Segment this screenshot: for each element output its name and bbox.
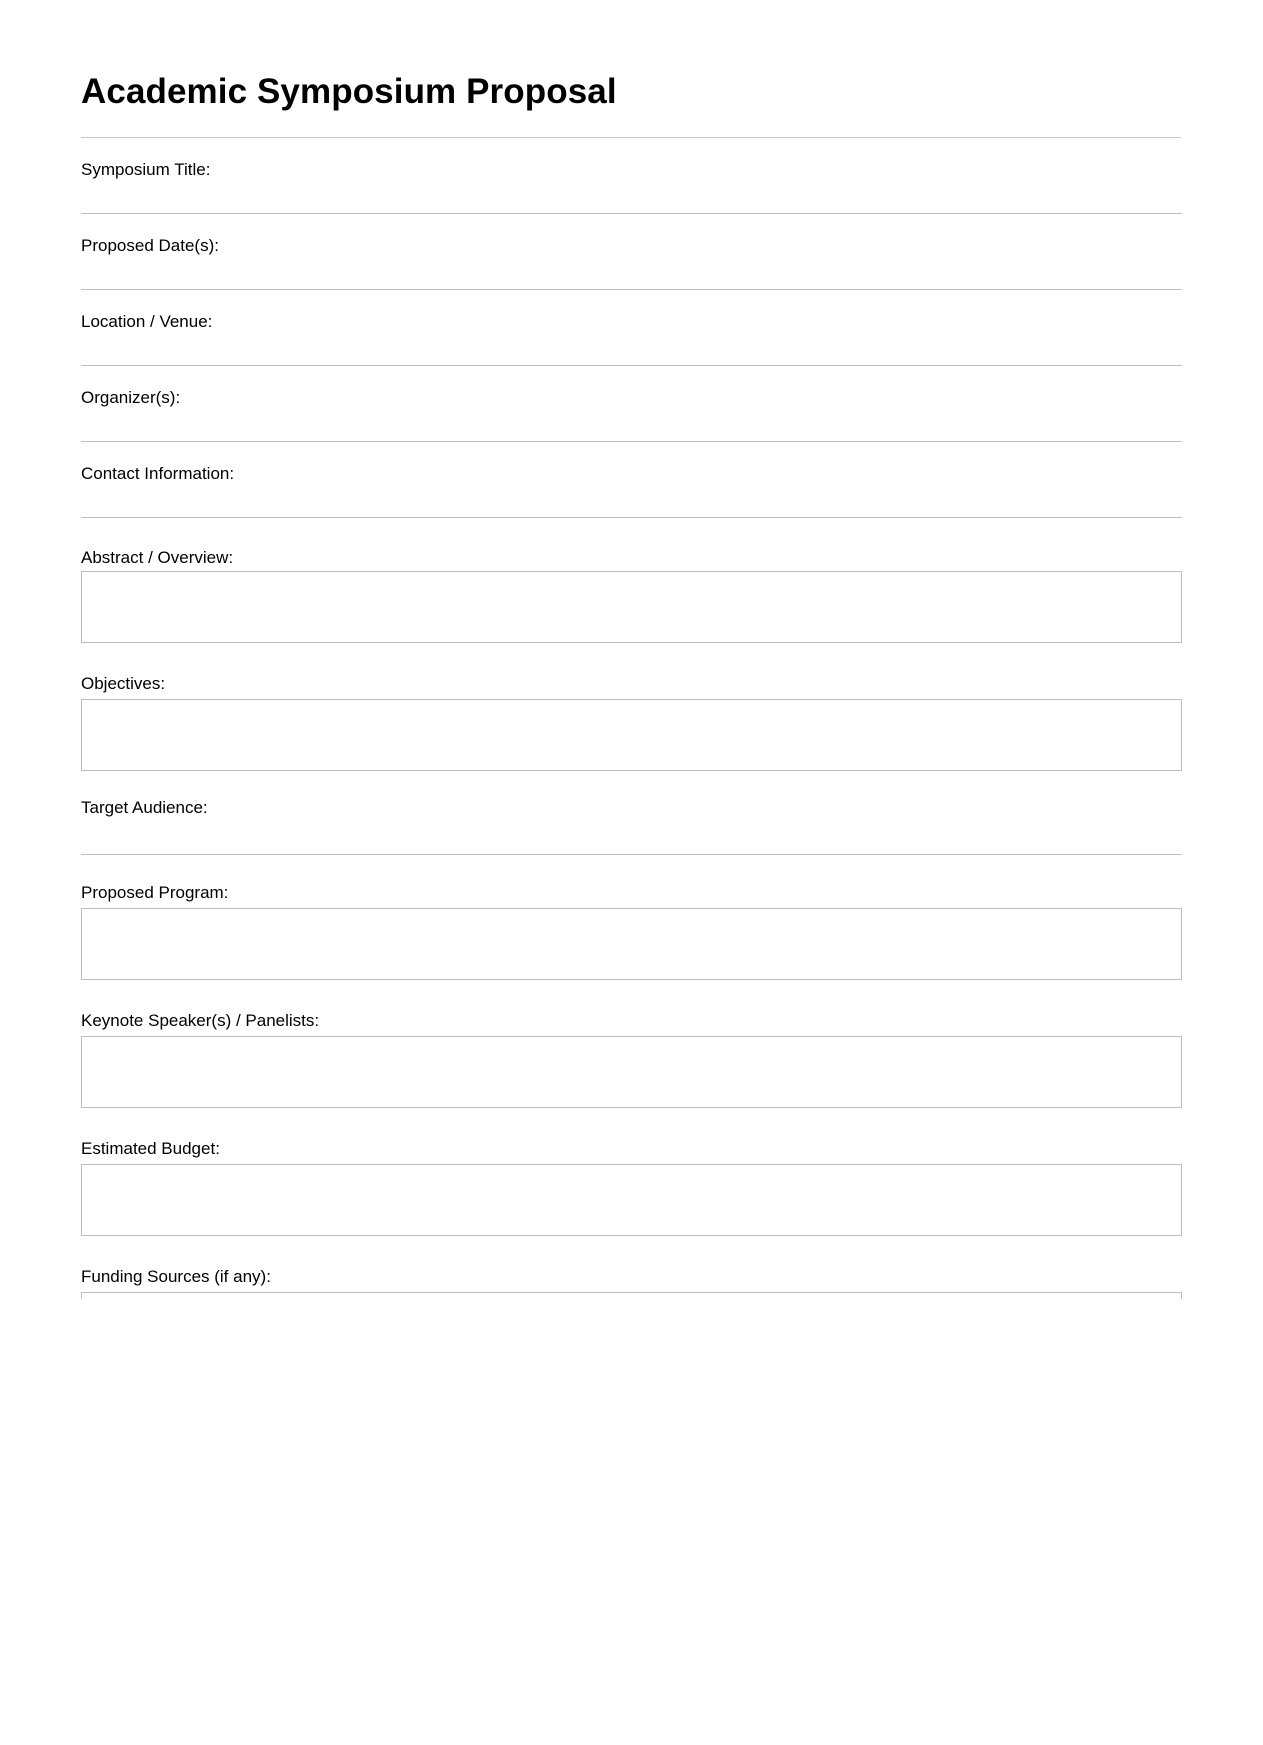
contact-information-field[interactable] <box>81 442 1182 518</box>
form-fields <box>81 138 1182 1299</box>
funding-sources-box[interactable] <box>81 1292 1182 1299</box>
field-label: Proposed Date(s): <box>81 236 219 255</box>
location-venue-field[interactable] <box>81 290 1182 366</box>
field-label: Funding Sources (if any): <box>81 1267 271 1286</box>
estimated-budget-section <box>81 1111 1182 1239</box>
field-label: Abstract / Overview: <box>81 548 234 567</box>
field-label: Organizer(s): <box>81 388 181 407</box>
funding-sources-section <box>81 1239 1182 1299</box>
field-label: Target Audience: <box>81 798 208 817</box>
field-label: Objectives: <box>81 674 166 693</box>
organizers-field[interactable] <box>81 366 1182 442</box>
field-label: Contact Information: <box>81 464 235 483</box>
proposed-program-section <box>81 855 1182 983</box>
proposed-program-box[interactable] <box>81 908 1182 980</box>
field-label: Estimated Budget: <box>81 1139 220 1158</box>
abstract-overview-box[interactable] <box>81 571 1182 643</box>
field-label: Proposed Program: <box>81 883 229 902</box>
target-audience-field[interactable] <box>81 774 1182 855</box>
field-label: Symposium Title: <box>81 160 211 179</box>
field-label: Location / Venue: <box>81 312 213 331</box>
page-title: Academic Symposium Proposal <box>81 72 617 111</box>
proposal-form <box>81 0 1182 1299</box>
proposed-dates-field[interactable] <box>81 214 1182 290</box>
estimated-budget-box[interactable] <box>81 1164 1182 1236</box>
field-label: Keynote Speaker(s) / Panelists: <box>81 1011 320 1030</box>
keynote-speakers-section <box>81 983 1182 1111</box>
objectives-box[interactable] <box>81 699 1182 771</box>
objectives-section <box>81 646 1182 774</box>
symposium-title-field[interactable] <box>81 138 1182 214</box>
abstract-overview-section <box>81 518 1182 646</box>
keynote-speakers-box[interactable] <box>81 1036 1182 1108</box>
